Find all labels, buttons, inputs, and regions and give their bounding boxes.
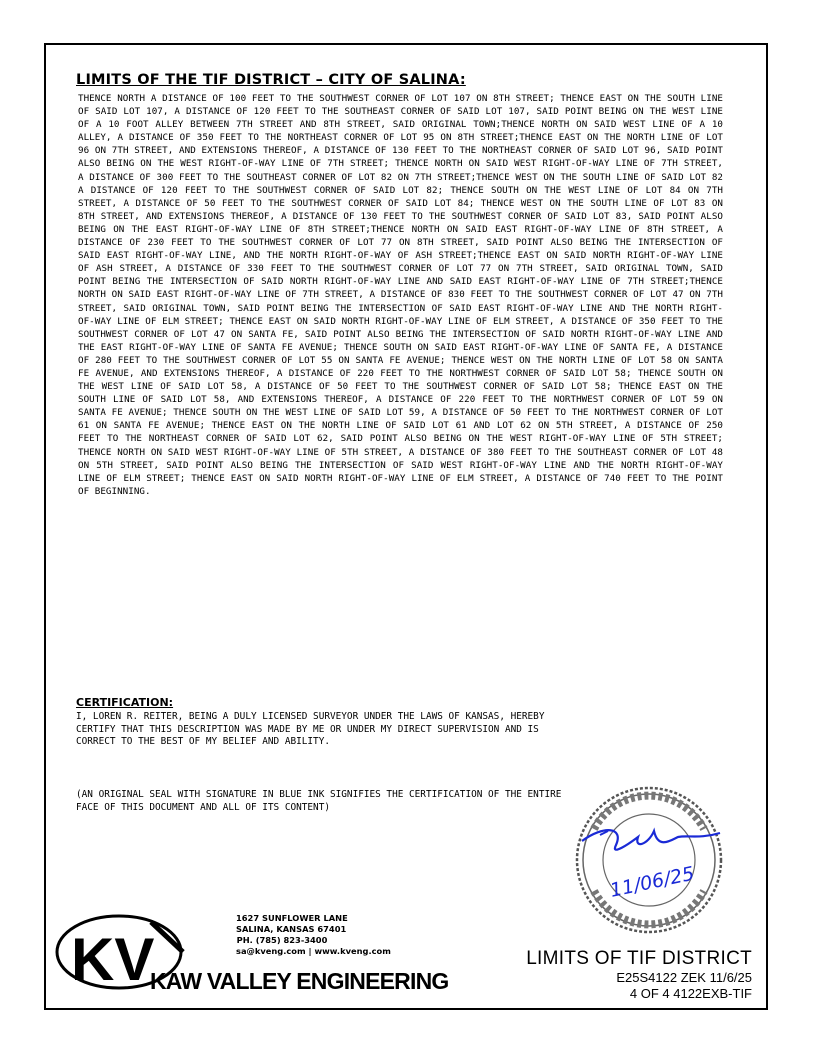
district-heading: LIMITS OF THE TIF DISTRICT – CITY OF SALINA: — [76, 72, 466, 88]
address-line2: SALINA, KANSAS 67401 — [236, 924, 347, 934]
certification-text: I, LOREN R. REITER, BEING A DULY LICENSED SURVEYOR UNDER THE LAWS OF KANSAS, HEREBY CERTIFY THAT THIS DESCRIPTION WAS MADE BY ME OR UNDER MY DIRECT SUPERVISION AND IS CORRECT TO THE BEST OF MY BELIEF AND ABILITY. — [76, 711, 545, 748]
company-name: KAW VALLEY ENGINEERING — [150, 968, 449, 994]
certification-heading: CERTIFICATION: — [76, 696, 174, 709]
company-address — [236, 913, 391, 957]
title-block — [526, 948, 752, 1002]
signature-mark — [582, 830, 720, 850]
company-web: sa@kveng.com | www.kveng.com — [236, 946, 391, 956]
company-phone: PH. (785) 823-3400 — [236, 935, 328, 945]
drawing-title: LIMITS OF TIF DISTRICT — [526, 948, 752, 969]
surveyor-seal — [574, 785, 724, 939]
address-line1: 1627 SUNFLOWER LANE — [236, 913, 348, 923]
sheet-number-line: 4 OF 4 4122EXB-TIF — [629, 986, 752, 1001]
legal-description: THENCE NORTH A DISTANCE OF 100 FEET TO THE SOUTHWEST CORNER OF LOT 107 ON 8TH STREET; THENCE EAST ON THE SOUTH LINE OF SAID LOT 107, A DISTANCE OF 120 FEET TO THE SOUTHEAST CORNER OF SAID LOT 107, SAID POINT BEING ON THE WEST LINE OF A 10 FOOT ALLEY BETWEEN 7TH STREET AND 8TH STREET, SAID ORIGINAL TOWN;THENCE NORTH ON SAID WEST LINE OF A 10 ALLEY, A DISTANCE OF 350 FEET TO THE NORTHEAST CORNER OF LOT 95 ON 8TH STREET;THENCE EAST ON THE NORTH LINE OF LOT 96 ON 7TH STREET, AND EXTENSIONS THEREOF, A DISTANCE OF 130 FEET TO THE NORTHEAST CORNER OF SAID LOT 96, SAID POINT ALSO BEING ON THE WEST RIGHT-OF-WAY LINE OF 7TH STREET; THENCE NORTH ON SAID WEST RIGHT-OF-WAY LINE OF 7TH STREET, A DISTANCE OF 300 FEET TO THE SOUTHEAST CORNER OF LOT 82 ON 7TH STREET;THENCE WEST ON THE SOUTH LINE OF SAID LOT 82 A DISTANCE OF 120 FEET TO THE SOUTHWEST CORNER OF SAID LOT 82; THENCE SOUTH ON THE WEST LINE OF LOT 84 ON 7TH STREET, A DISTANCE OF 50 FEET TO THE SOUTHWEST CORNER OF SAID LOT 84; THENCE WEST ON THE SOUTH LINE OF LOT 83 ON 8TH STREET, AND EXTENSIONS THEREOF, A DISTANCE OF 130 FEET TO THE SOUTHWEST CORNER OF SAID LOT 83, SAID POINT ALSO BEING ON THE EAST RIGHT-OF-WAY LINE OF 8TH STREET;THENCE NORTH ON SAID EAST RIGHT-OF-WAY LINE OF 8TH STREET, A DISTANCE OF 230 FEET TO THE SOUTHWEST CORNER OF LOT 77 ON 8TH STREET, SAID POINT ALSO BEING THE INTERSECTION OF SAID EAST RIGHT-OF-WAY LINE, AND THE NORTH RIGHT-OF-WAY OF ASH STREET;THENCE EAST ON SAID NORTH RIGHT-OF-WAY LINE OF ASH STREET, A DISTANCE OF 330 FEET TO THE SOUTHWEST CORNER OF LOT 77 ON 7TH STREET, SAID ORIGINAL TOWN, SAID POINT BEING THE INTERSECTION OF SAID NORTH RIGHT-OF-WAY LINE AND SAID EAST RIGHT-OF-WAY LINE OF 7TH STREET;THENCE NORTH ON SAID EAST RIGHT-OF-WAY LINE OF 7TH STREET, A DISTANCE OF 830 FEET TO THE SOUTHWEST CORNER OF LOT 47 ON 7TH STREET, SAID ORIGINAL TOWN, SAID POINT BEING THE INTERSECTION OF SAID EAST RIGHT-OF-WAY LINE AND THE NORTH RIGHT-OF-WAY LINE OF ELM STREET; THENCE EAST ON SAID NORTH RIGHT-OF-WAY LINE OF ELM STREET, A DISTANCE OF 350 FEET TO THE SOUTHWEST CORNER OF LOT 47 ON SANTA FE, SAID POINT ALSO BEING THE INTERSECTION OF SAID NORTH RIGHT-OF-WAY LINE AND THE EAST RIGHT-OF-WAY LINE OF SANTA FE AVENUE; THENCE SOUTH ON SAID EAST RIGHT-OF-WAY LINE OF SANTA FE, A DISTANCE OF 280 FEET TO THE SOUTHWEST CORNER OF LOT 55 ON SANTA FE AVENUE; THENCE WEST ON THE NORTH LINE OF LOT 58 ON SANTA FE AVENUE, AND EXTENSIONS THEREOF, A DISTANCE OF 220 FEET TO THE NORTHWEST CORNER OF SAID LOT 58; THENCE SOUTH ON THE WEST LINE OF SAID LOT 58, A DISTANCE OF 50 FEET TO THE SOUTHWEST CORNER OF SAID LOT 58; THENCE EAST ON THE SOUTH LINE OF SAID LOT 58, AND EXTENSIONS THEREOF, A DISTANCE OF 220 FEET TO THE NORTHWEST CORNER OF LOT 59 ON SANTA FE AVENUE; THENCE SOUTH ON THE WEST LINE OF SAID LOT 59, A DISTANCE OF 50 FEET TO THE NORTHWEST CORNER OF LOT 61 ON SANTA FE AVENUE; THENCE EAST ON THE NORTH LINE OF SAID LOT 61 AND LOT 62 ON 5TH STREET, A DISTANCE OF 250 FEET TO THE NORTHEAST CORNER OF SAID LOT 62, SAID POINT ALSO BEING ON THE WEST RIGHT-OF-WAY LINE OF 5TH STREET; THENCE NORTH ON SAID WEST RIGHT-OF-WAY LINE OF 5TH STREET, A DISTANCE OF 380 FEET TO THE SOUTHEAST CORNER OF LOT 48 ON 5TH STREET, SAID POINT ALSO BEING THE INTERSECTION OF SAID WEST RIGHT-OF-WAY LINE AND THE NORTH RIGHT-OF-WAY LINE OF ELM STREET; THENCE EAST ON SAID NORTH RIGHT-OF-WAY LINE OF ELM STREET, A DISTANCE OF 740 FEET TO THE POINT OF BEGINNING. — [78, 93, 723, 497]
signature-date: 11/06/25 — [608, 862, 697, 902]
job-number-line: E25S4122 ZEK 11/6/25 — [616, 970, 752, 985]
logo-letters: KV — [71, 926, 155, 993]
seal-note: (AN ORIGINAL SEAL WITH SIGNATURE IN BLUE INK SIGNIFIES THE CERTIFICATION OF THE ENTIRE FACE OF THIS DOCUMENT AND ALL OF ITS CONTENT) — [76, 789, 562, 813]
